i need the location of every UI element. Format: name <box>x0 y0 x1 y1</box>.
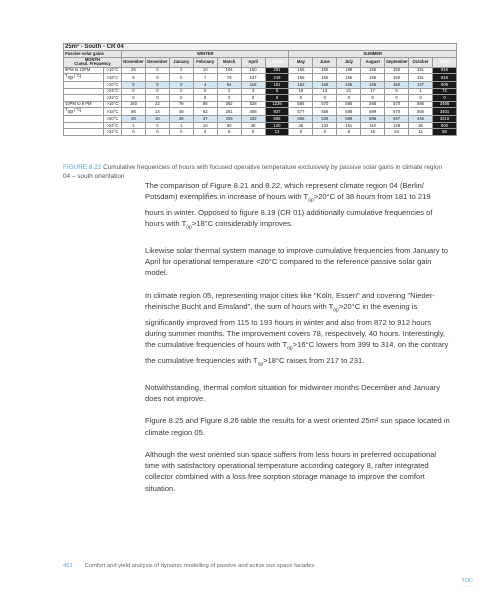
evening-group-label: 8PM to 10PM <box>64 67 104 74</box>
paragraph-6: Although the west oriented sun space suffers from less hours in preferred occupational time with satisfactory operational temperature according category 8, rafter integrated collector combined with a loss free sorption storage manage to improve the comfort situation. <box>145 449 437 493</box>
value-cell: 0 <box>193 88 217 95</box>
body-text <box>145 180 450 505</box>
value-cell: 547 <box>385 116 409 123</box>
value-cell: 24 <box>385 129 409 136</box>
value-cell: 332 <box>241 116 265 123</box>
value-cell: 0 <box>217 95 241 102</box>
value-cell: 147 <box>409 82 433 89</box>
month-header: June <box>313 57 337 67</box>
day-group-spacer <box>64 116 104 123</box>
sum-cell: 3210 <box>432 116 456 123</box>
value-cell: 586 <box>409 101 433 108</box>
day-group-spacer <box>64 122 104 129</box>
value-cell: 15 <box>361 129 385 136</box>
temperature-threshold: >16°C <box>104 67 122 74</box>
sum-cell: 120 <box>265 122 289 129</box>
sum-cell: 608 <box>265 116 289 123</box>
cumulative-frequency-table <box>63 43 457 136</box>
value-cell: 281 <box>217 108 241 116</box>
value-cell: 54 <box>217 82 241 89</box>
value-cell: 155 <box>289 74 313 82</box>
value-cell: 151 <box>337 122 361 129</box>
temperature-threshold: >18°C <box>104 74 122 82</box>
paragraph-2: Likewise solar thermal system manage to improve cumulative frequencies from January to April for operational temperature <20°C compared to the reference passive solar gain model. <box>145 246 449 278</box>
value-cell: 155 <box>337 74 361 82</box>
value-cell: 10 <box>193 122 217 129</box>
figure-number: FIGURE 8.22 <box>63 164 102 171</box>
value-cell: 536 <box>313 116 337 123</box>
temperature-threshold: >16°C <box>104 101 122 108</box>
paragraph-1: The comparison of Figure 8.21 and 8.22, which represent climate region 04 (Berlin/ Potsdam) exemplifies in increase of hours with $T_{op}>20^\circ C$ of 38 hours from 181 to 219 hours in winter. Opposed to figure 8.19 (CR 01) additionally cumulative frequencies of hours with $T_{op}>18^\circ C$ considerably improves. <box>145 181 433 231</box>
value-cell: 0 <box>289 129 313 136</box>
figure-caption-text: Cumulative frequencies of hours with focused operative temperature exclusively by passive solar gains in climate region 04 – south orientation <box>63 164 443 180</box>
sum-cell: 909 <box>432 82 456 89</box>
value-cell: 0 <box>145 129 169 136</box>
value-cell: 21 <box>337 88 361 95</box>
sum-cell: 0 <box>432 95 456 102</box>
value-cell: 160 <box>122 101 146 108</box>
month-header-label: MONTH Cumul. Frequency <box>64 57 122 67</box>
value-cell: 10 <box>145 116 169 123</box>
value-cell: 0 <box>361 95 385 102</box>
value-cell: 1 <box>122 122 146 129</box>
value-cell: 13 <box>313 88 337 95</box>
sum-cell: 5 <box>265 88 289 95</box>
passive-gains-label: Passive solar gains <box>64 51 122 58</box>
sum-cell: 600 <box>432 122 456 129</box>
value-cell: 150 <box>385 67 409 74</box>
value-cell: 152 <box>289 82 313 89</box>
value-cell: 586 <box>337 101 361 108</box>
value-cell: 137 <box>241 74 265 82</box>
month-header: September <box>385 57 409 67</box>
value-cell: 7 <box>193 74 217 82</box>
value-cell: 558 <box>313 108 337 116</box>
value-cell: 110 <box>361 122 385 129</box>
value-cell: 589 <box>337 116 361 123</box>
paragraph-4: Notwithstanding, thermal comfort situation for midwinter months December and January does not improve. <box>145 382 441 403</box>
value-cell: 0 <box>385 95 409 102</box>
table-row <box>64 74 457 82</box>
value-cell: 1 <box>169 122 193 129</box>
sum-cell: 916 <box>432 74 456 82</box>
value-cell: 0 <box>337 95 361 102</box>
evening-group-spacer <box>64 95 104 102</box>
value-cell: 19 <box>289 88 313 95</box>
value-cell: 8 <box>217 129 241 136</box>
day-group-spacer <box>64 129 104 136</box>
value-cell: 156 <box>289 67 313 74</box>
value-cell: 1 <box>409 88 433 95</box>
value-cell: 76 <box>169 101 193 108</box>
day-group-label: 10PM to 8 PM <box>64 101 104 108</box>
value-cell: 588 <box>337 108 361 116</box>
value-cell: 0 <box>122 95 146 102</box>
value-cell: 0 <box>313 95 337 102</box>
value-cell: 0 <box>145 122 169 129</box>
value-cell: 73 <box>217 74 241 82</box>
month-header: October <box>409 57 433 67</box>
value-cell: 446 <box>409 116 433 123</box>
value-cell: 14 <box>145 108 169 116</box>
value-cell: 4 <box>193 129 217 136</box>
value-cell: 0 <box>169 95 193 102</box>
table-row <box>64 116 457 123</box>
table-row <box>64 67 457 74</box>
value-cell: 0 <box>193 95 217 102</box>
month-header: April <box>241 57 265 67</box>
value-cell: 17 <box>361 88 385 95</box>
value-cell: 589 <box>361 108 385 116</box>
season-summer: SUMMER <box>289 51 457 58</box>
value-cell: 8 <box>337 129 361 136</box>
sum-cell: 291 <box>265 67 289 74</box>
sum-cell: 219 <box>265 74 289 82</box>
value-cell: 570 <box>313 101 337 108</box>
season-winter: WINTER <box>122 51 289 58</box>
value-cell: 62 <box>193 108 217 116</box>
table-month-row <box>64 57 457 67</box>
sum-cell: 72 <box>432 88 456 95</box>
page-footer <box>63 563 314 569</box>
value-cell: 128 <box>385 122 409 129</box>
table-row <box>64 129 457 136</box>
value-cell: 86 <box>122 108 146 116</box>
value-cell: 0 <box>289 95 313 102</box>
value-cell: 104 <box>217 67 241 74</box>
value-cell: 586 <box>289 101 313 108</box>
value-cell: 30 <box>122 116 146 123</box>
value-cell: 150 <box>385 82 409 89</box>
value-cell: 586 <box>361 101 385 108</box>
value-cell: 577 <box>289 108 313 116</box>
table-row <box>64 95 457 102</box>
value-cell: 155 <box>337 82 361 89</box>
value-cell: 2 <box>169 67 193 74</box>
value-cell: 362 <box>217 101 241 108</box>
sum-cell: 58 <box>432 129 456 136</box>
evening-group-temp-label: $T_{op}$ [°C] <box>64 74 104 82</box>
month-header: August <box>361 57 385 67</box>
value-cell: 25 <box>122 67 146 74</box>
month-header: November <box>122 57 146 67</box>
value-cell: 556 <box>409 108 433 116</box>
value-cell: 0 <box>241 129 265 136</box>
value-cell: 118 <box>241 82 265 89</box>
value-cell: 208 <box>217 116 241 123</box>
value-cell: 155 <box>361 82 385 89</box>
sum-cell: 13 <box>265 129 289 136</box>
value-cell: 4 <box>193 82 217 89</box>
value-cell: 150 <box>241 67 265 74</box>
value-cell: 132 <box>313 122 337 129</box>
value-cell: 586 <box>361 116 385 123</box>
value-cell: 556 <box>289 116 313 123</box>
toc-dots-icon: ······· <box>460 584 474 589</box>
sum-header: SUM <box>265 57 289 67</box>
value-cell: 0 <box>145 67 169 74</box>
temperature-threshold: >24°C <box>104 88 122 95</box>
value-cell: 151 <box>409 74 433 82</box>
value-cell: 155 <box>361 67 385 74</box>
paragraph-5: Figure 8.25 and Figure 8.26 table the results for a west oriented 25m² sun space located in climate region 05. <box>145 416 450 437</box>
toc-label[interactable]: TOC <box>461 578 474 584</box>
value-cell: 0 <box>169 74 193 82</box>
sum-header: SUM <box>432 57 456 67</box>
sum-cell: 0 <box>265 95 289 102</box>
value-cell: 0 <box>145 74 169 82</box>
month-header: December <box>145 57 169 67</box>
table-title: 25m² - South - CR 04 <box>64 44 457 51</box>
day-group-temp-label: $T_{op}$ [°C] <box>64 108 104 116</box>
value-cell: 570 <box>385 108 409 116</box>
value-cell: 48 <box>169 108 193 116</box>
value-cell: 5 <box>385 88 409 95</box>
value-cell: 0 <box>313 129 337 136</box>
sum-cell: 916 <box>432 67 456 74</box>
month-header: May <box>289 57 313 67</box>
value-cell: 150 <box>385 74 409 82</box>
value-cell: 2 <box>217 88 241 95</box>
value-cell: 0 <box>122 82 146 89</box>
temperature-threshold: >20°C <box>104 82 122 89</box>
month-header: July <box>337 57 361 67</box>
value-cell: 10 <box>193 67 217 74</box>
month-header: March <box>217 57 241 67</box>
value-cell: 22 <box>145 101 169 108</box>
footer-title: Comfort and yield analysis of dynamic modelling of passive and active sun space facades <box>84 563 315 569</box>
value-cell: 156 <box>313 82 337 89</box>
value-cell: 570 <box>385 101 409 108</box>
value-cell: 36 <box>409 122 433 129</box>
table-title-row <box>64 44 457 51</box>
value-cell: 188 <box>337 67 361 74</box>
table-season-row <box>64 51 457 58</box>
value-cell: 88 <box>193 101 217 108</box>
value-cell: 0 <box>122 88 146 95</box>
evening-group-spacer <box>64 82 104 89</box>
table-row <box>64 101 457 108</box>
table-row <box>64 122 457 129</box>
toc-link[interactable] <box>460 578 474 589</box>
value-cell: 0 <box>409 95 433 102</box>
value-cell: 60 <box>217 122 241 129</box>
value-cell: 0 <box>169 88 193 95</box>
value-cell: 5 <box>122 74 146 82</box>
temperature-threshold: >32°C <box>104 129 122 136</box>
table-row <box>64 108 457 116</box>
value-cell: 48 <box>241 122 265 129</box>
value-cell: 155 <box>313 67 337 74</box>
value-cell: 37 <box>193 116 217 123</box>
value-cell: 0 <box>241 95 265 102</box>
page-number: 451 <box>63 563 73 569</box>
value-cell: 28 <box>169 116 193 123</box>
value-cell: 0 <box>169 129 193 136</box>
sum-cell: 181 <box>265 82 289 89</box>
value-cell: 0 <box>145 95 169 102</box>
sum-cell: 3401 <box>432 108 456 116</box>
value-cell: 155 <box>313 74 337 82</box>
temperature-threshold: >18°C <box>104 108 122 116</box>
value-cell: 45 <box>289 122 313 129</box>
month-header: February <box>193 57 217 67</box>
value-cell: 155 <box>361 74 385 82</box>
temperature-threshold: >24°C <box>104 122 122 129</box>
paragraph-3: In climate region 05, representing major cities like "Köln, Essen" and covering "Nieder-rheinische Bucht and Emsland", the sum of hours with $T_{op}>20^\circ C$ in the evening is significantly improved from 115 to 193 hours in winter and also from 872 to 912 hours during summer months. The improvement covers 78, respectively, 40 hours. Interestingly, the cumulative frequencies of hours with $T_{op}>16^\circ C$ lowers from 399 to 314, on the contrary the cumulative frequencies with $T_{op}>18^\circ C$ raises from 217 to 231. <box>145 290 449 368</box>
value-cell: 528 <box>241 101 265 108</box>
value-cell: 0 <box>122 129 146 136</box>
value-cell: 0 <box>145 82 169 89</box>
table-row <box>64 82 457 89</box>
month-header: January <box>169 57 193 67</box>
sum-cell: 937 <box>265 108 289 116</box>
value-cell: 11 <box>409 129 433 136</box>
value-cell: 488 <box>241 108 265 116</box>
figure-caption <box>63 164 443 181</box>
value-cell: 0 <box>145 88 169 95</box>
sum-cell: 1236 <box>265 101 289 108</box>
evening-group-spacer <box>64 88 104 95</box>
sum-cell: 3486 <box>432 101 456 108</box>
temperature-threshold: >32°C <box>104 95 122 102</box>
results-table-container <box>63 43 457 136</box>
value-cell: 0 <box>169 82 193 89</box>
value-cell: 3 <box>241 88 265 95</box>
table-row <box>64 88 457 95</box>
temperature-threshold: >20°C <box>104 116 122 123</box>
value-cell: 151 <box>409 67 433 74</box>
